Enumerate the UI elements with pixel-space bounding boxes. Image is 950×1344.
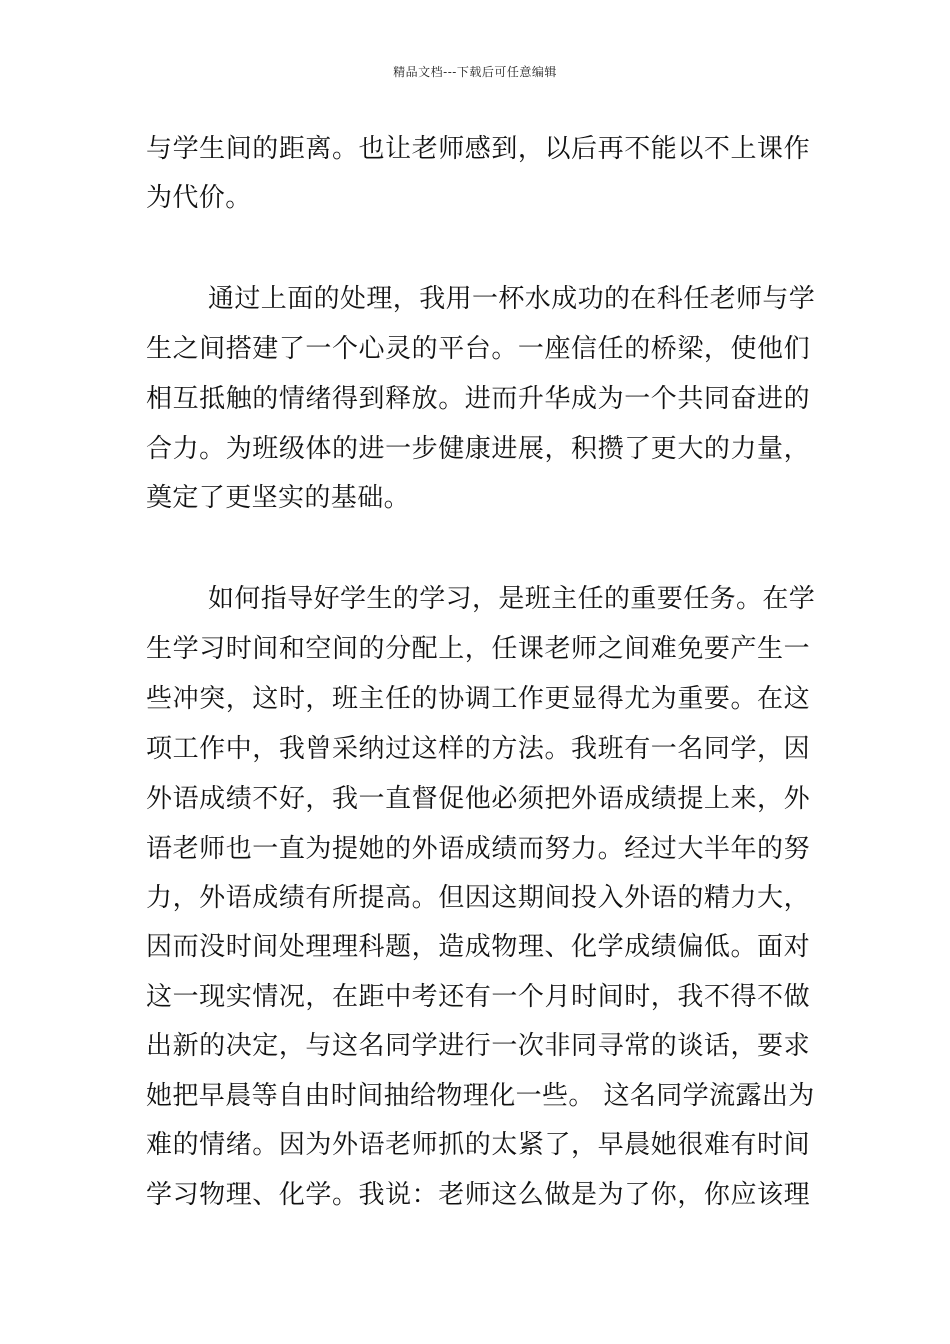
paragraph-2-line-3: 相互抵触的情绪得到释放。进而升华成为一个共同奋进的 bbox=[146, 384, 810, 414]
paragraph-2-line-5: 奠定了更坚实的基础。 bbox=[146, 483, 411, 513]
paragraph-3-line-7: 力，外语成绩有所提高。但因这期间投入外语的精力大， bbox=[146, 883, 810, 913]
paragraph-3-line-12: 难的情绪。因为外语老师抓的太紧了，早晨她很难有时间 bbox=[146, 1130, 810, 1160]
paragraph-3-line-11: 她把早晨等自由时间抽给物理化一些。 这名同学流露出为 bbox=[146, 1081, 815, 1111]
page-header: 精品文档---下载后可任意编辑 bbox=[393, 65, 557, 79]
paragraph-2-line-2: 生之间搭建了一个心灵的平台。一座信任的桥梁，使他们 bbox=[146, 334, 810, 364]
paragraph-2-line-4: 合力。为班级体的进一步健康进展，积攒了更大的力量， bbox=[146, 434, 810, 464]
paragraph-3-line-3: 些冲突，这时，班主任的协调工作更显得尤为重要。在这 bbox=[146, 684, 810, 714]
paragraph-3-line-4: 项工作中，我曾采纳过这样的方法。我班有一名同学，因 bbox=[146, 734, 810, 764]
paragraph-3-line-2: 生学习时间和空间的分配上，任课老师之间难免要产生一 bbox=[146, 634, 810, 664]
paragraph-3-line-6: 语老师也一直为提她的外语成绩而努力。经过大半年的努 bbox=[146, 834, 810, 864]
paragraph-3-line-13: 学习物理、化学。我说：老师这么做是为了你，你应该理 bbox=[146, 1180, 810, 1210]
paragraph-1-line-2: 为代价。 bbox=[146, 183, 252, 213]
paragraph-3-line-1: 如何指导好学生的学习，是班主任的重要任务。在学 bbox=[208, 584, 816, 614]
paragraph-1-line-1: 与学生间的距离。也让老师感到，以后再不能以不上课作 bbox=[146, 134, 810, 164]
paragraph-3-line-8: 因而没时间处理理科题，造成物理、化学成绩偏低。面对 bbox=[146, 932, 810, 962]
paragraph-3-line-5: 外语成绩不好，我一直督促他必须把外语成绩提上来，外 bbox=[146, 784, 810, 814]
paragraph-3-line-9: 这一现实情况，在距中考还有一个月时间时，我不得不做 bbox=[146, 982, 810, 1012]
paragraph-3-line-10: 出新的决定，与这名同学进行一次非同寻常的谈话，要求 bbox=[146, 1031, 810, 1061]
paragraph-2-line-1: 通过上面的处理，我用一杯水成功的在科任老师与学 bbox=[208, 284, 816, 314]
